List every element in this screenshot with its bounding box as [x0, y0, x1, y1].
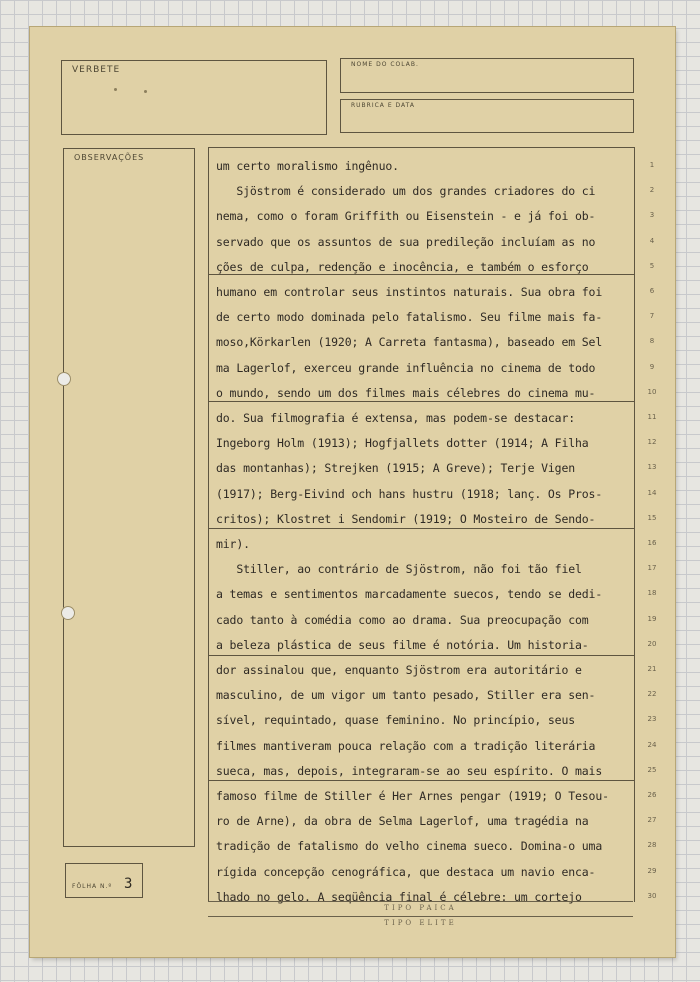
nome-colab-box [340, 58, 634, 93]
binder-hole [61, 606, 75, 620]
line-number: 9 [649, 362, 655, 371]
typed-line: ma Lagerlof, exerceu grande influência no cinema de todo [216, 360, 596, 375]
line-number: 24 [647, 740, 657, 749]
typed-line: o mundo, sendo um dos filmes mais célebres do cinema mu- [216, 385, 596, 400]
folha-label: FÔLHA N.º [72, 883, 113, 890]
typed-line: famoso filme de Stiller é Her Arnes pengar (1919; O Tesou- [216, 789, 609, 803]
typed-line: sível, requintado, quase feminino. No princípio, seus [216, 713, 576, 728]
index-card-sheet [30, 27, 675, 957]
typed-line: dor assinalou que, enquanto Sjöstrom era autoritário e [216, 663, 582, 677]
line-number: 1 [649, 161, 655, 169]
typed-line: nema, como o foram Griffith ou Eisenstein - e já foi ob- [216, 209, 596, 224]
bottom-rule [208, 901, 633, 902]
ink-dot [114, 88, 117, 91]
typed-line: servado que os assuntos de sua predileção incluíam as no [216, 234, 596, 249]
typed-line: cado tanto à comédia como ao drama. Sua preocupação com [216, 612, 589, 627]
typed-line: moso,Körkarlen (1920; A Carreta fantasma), baseado em Sel [216, 335, 603, 350]
typed-line: filmes mantiveram pouca relação com a tradição literária [216, 738, 596, 753]
folha-number: 3 [124, 876, 133, 892]
typed-line: ções de culpa, redenção e inocência, e também o esforço [216, 259, 589, 274]
line-number: 5 [649, 261, 655, 270]
line-number: 30 [647, 891, 657, 900]
typed-line: mir). [216, 537, 250, 551]
line-number: 12 [647, 438, 657, 447]
line-number: 21 [647, 665, 657, 673]
line-number: 11 [647, 413, 657, 421]
typed-line: ro de Arne), da obra de Selma Lagerlof, uma tragédia na [216, 814, 589, 829]
line-number: 8 [649, 337, 655, 346]
line-number: 18 [647, 589, 657, 598]
line-number: 3 [649, 211, 655, 220]
folha-box [65, 863, 143, 898]
line-number: 4 [649, 236, 655, 245]
bottom-rule [208, 916, 633, 917]
line-number: 27 [647, 816, 657, 825]
typed-line: de certo modo dominada pelo fatalismo. Seu filme mais fa- [216, 310, 603, 325]
line-number: 6 [649, 287, 655, 295]
typed-line: do. Sua filmografia é extensa, mas podem-se destacar: [216, 411, 576, 425]
typed-line: critos); Klostret i Sendomir (1919; O Mosteiro de Sendo- [216, 511, 596, 526]
typed-line: masculino, de um vigor um tanto pesado, Stiller era sen- [216, 688, 596, 703]
typed-line: sueca, mas, depois, integraram-se ao seu espírito. O mais [216, 763, 603, 778]
typed-line: um certo moralismo ingênuo. [216, 159, 399, 173]
line-number: 22 [647, 690, 657, 699]
typed-line: das montanhas); Strejken (1915; A Greve); Terje Vigen [216, 461, 576, 476]
line-number: 13 [647, 463, 657, 472]
tipo-paica-label: TIPO PAICA [384, 904, 457, 912]
line-number: 17 [647, 564, 657, 573]
ink-dot [144, 90, 147, 93]
typed-line: (1917); Berg-Eivind och hans hustru (1918; lanç. Os Pros- [216, 486, 603, 501]
rubrica-label: RUBRICA E DATA [351, 102, 415, 109]
typed-line: rígida concepção cenográfica, que destaca um navio enca- [216, 864, 596, 879]
typed-line: humano em controlar seus instintos naturais. Sua obra foi [216, 285, 603, 299]
typed-line: Sjöstrom é considerado um dos grandes criadores do ci [216, 184, 596, 199]
line-number: 28 [647, 841, 657, 850]
line-number: 10 [647, 387, 657, 396]
line-number: 26 [647, 791, 657, 799]
line-number: 14 [647, 488, 657, 497]
line-number: 7 [649, 312, 655, 321]
rubrica-box [340, 99, 634, 133]
line-number: 20 [647, 639, 657, 648]
verbete-label: VERBETE [72, 65, 121, 75]
verbete-box [61, 60, 327, 135]
nome-colab-label: NOME DO COLAB. [351, 61, 419, 68]
typed-line: lhado no gelo. A seqüência final é célebre: um cortejo [216, 889, 582, 904]
line-number: 16 [647, 539, 657, 547]
observacoes-label: OBSERVAÇÕES [74, 153, 145, 162]
observacoes-box [63, 148, 195, 847]
typed-line: Ingeborg Holm (1913); Hogfjallets dotter (1914; A Filha [216, 436, 589, 451]
line-number: 2 [649, 186, 655, 195]
typed-line: a temas e sentimentos marcadamente suecos, tendo se dedi- [216, 587, 603, 602]
typed-line: a beleza plástica de seus filme é notória. Um historia- [216, 637, 589, 652]
typed-text-area [208, 147, 635, 902]
binder-hole [57, 372, 71, 386]
line-number: 15 [647, 513, 657, 522]
typed-line: tradição de fatalismo do velho cinema sueco. Domina-o uma [216, 839, 603, 854]
line-number: 29 [647, 866, 657, 875]
line-number: 25 [647, 765, 657, 774]
line-number: 19 [647, 614, 657, 623]
typed-line: Stiller, ao contrário de Sjöstrom, não foi tão fiel [216, 562, 582, 577]
tipo-elite-label: TIPO ELITE [384, 919, 457, 927]
line-number: 23 [647, 715, 657, 724]
